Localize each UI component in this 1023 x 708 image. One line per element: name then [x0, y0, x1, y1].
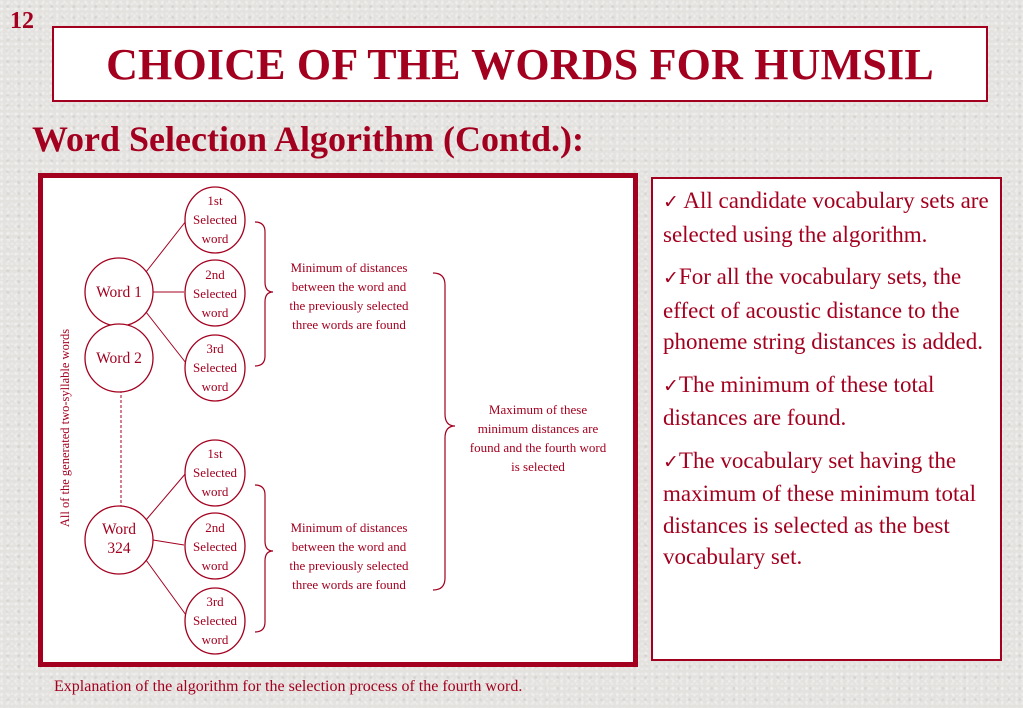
- g2-s3-line3: word: [201, 632, 229, 647]
- group1-result: [289, 260, 409, 332]
- word-1-node: [85, 258, 153, 326]
- g1-s2-line3: word: [201, 305, 229, 320]
- group2-selected-3: [185, 588, 245, 654]
- g1-result-line3: the previously selected: [289, 298, 409, 313]
- g1-s2-line2: Selected: [192, 286, 238, 301]
- g1-s1-line2: Selected: [192, 212, 238, 227]
- g1-result-line1: Minimum of distances: [290, 260, 408, 275]
- bullet-item: [663, 369, 994, 434]
- bullet-text: All candidate vocabulary sets are selected using the algorithm.: [663, 188, 989, 247]
- g2-s2-line3: word: [201, 558, 229, 573]
- final-line3: found and the fourth word: [469, 440, 607, 455]
- diagram-svg: [43, 178, 633, 662]
- group2-selected-1: [185, 440, 245, 506]
- slide-number: 12: [10, 8, 34, 34]
- bullet-item: [663, 445, 994, 573]
- g2-s1-line2: Selected: [192, 465, 238, 480]
- g2-s1-line1: 1st: [207, 446, 223, 461]
- g2-result-line1: Minimum of distances: [290, 520, 408, 535]
- group1-selected-2: [185, 260, 245, 326]
- algorithm-diagram: [38, 173, 638, 667]
- g1-s1-line1: 1st: [207, 193, 223, 208]
- g1-s1-line3: word: [201, 231, 229, 246]
- g2-s3-line2: Selected: [192, 613, 238, 628]
- final-brace: [433, 273, 455, 590]
- final-line2: minimum distances are: [477, 421, 599, 436]
- group2-brace: [255, 485, 273, 632]
- bullet-text: The vocabulary set having the maximum of these minimum total distances is selected as the best vocabulary set.: [663, 447, 977, 569]
- bullets-box: [651, 177, 1002, 661]
- bullet-item: [663, 185, 994, 250]
- check-icon: ✓: [663, 267, 679, 289]
- check-icon: ✓: [663, 374, 679, 397]
- check-icon: ✓: [663, 191, 679, 213]
- final-line4: is selected: [511, 459, 565, 474]
- final-result: [470, 402, 607, 474]
- word-324-label-line2: 324: [107, 540, 131, 557]
- g2-s2-line2: Selected: [192, 539, 238, 554]
- group1-selected-3: [185, 335, 245, 401]
- title-box: [52, 26, 988, 102]
- g2-result-line3: the previously selected: [289, 558, 409, 573]
- g2-s2-line1: 2nd: [205, 520, 225, 535]
- g2-s3-line1: 3rd: [206, 594, 224, 609]
- group2-selected-2: [185, 513, 245, 579]
- final-line1: Maximum of these: [488, 402, 588, 417]
- figure-caption: Explanation of the algorithm for the selection process of the fourth word.: [54, 678, 523, 695]
- bullet-item: [663, 261, 994, 358]
- g2-result-line4: three words are found: [292, 577, 406, 592]
- g1-s3-line3: word: [201, 379, 229, 394]
- g1-result-line4: three words are found: [292, 317, 406, 332]
- group1-selected-1: [185, 187, 245, 253]
- g1-result-line2: between the word and: [291, 279, 407, 294]
- word-2-label: Word 2: [96, 350, 142, 367]
- bullet-text: The minimum of these total distances are found.: [663, 371, 935, 430]
- check-icon: ✓: [663, 450, 679, 473]
- g1-s3-line1: 3rd: [206, 341, 224, 356]
- word-324-label-line1: Word: [101, 521, 137, 538]
- g2-s1-line3: word: [201, 484, 229, 499]
- slide-title: CHOICE OF THE WORDS FOR HUMSIL: [106, 39, 934, 89]
- word-2-node: [85, 324, 153, 392]
- group1-brace: [255, 222, 273, 366]
- g1-s2-line1: 2nd: [205, 267, 225, 282]
- axis-label: All of the generated two-syllable words: [58, 328, 72, 528]
- g1-s3-line2: Selected: [192, 360, 238, 375]
- slide-subtitle: Word Selection Algorithm (Contd.):: [32, 119, 584, 159]
- bullet-text: For all the vocabulary sets, the effect of acoustic distance to the phoneme string distances is added.: [663, 264, 984, 354]
- group2-result: [289, 520, 409, 592]
- word-324-node: [85, 506, 153, 574]
- g2-result-line2: between the word and: [291, 539, 407, 554]
- word-1-label: Word 1: [96, 284, 142, 301]
